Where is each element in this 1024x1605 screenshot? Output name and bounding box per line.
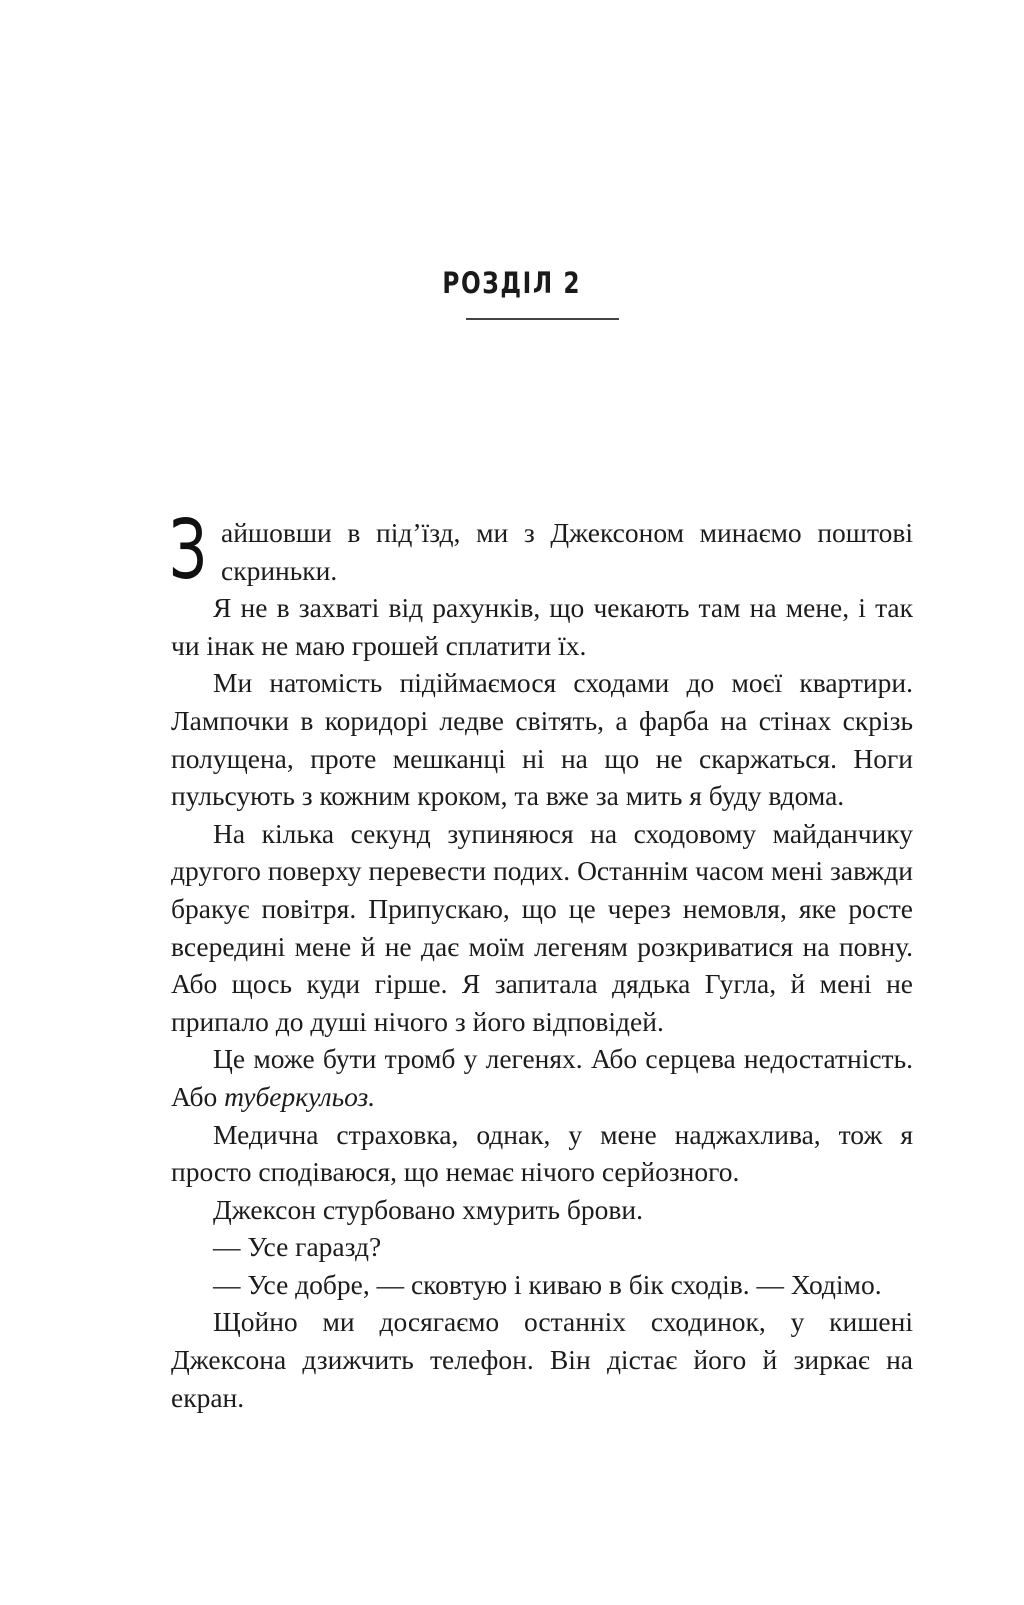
paragraph: Медична страховка, однак, у мене наджахлива, тож я просто сподіваюся, що немає нічого серйозного.	[171, 1118, 913, 1188]
paragraph-text: айшовши в під’їзд, ми з Джексоном минаємо поштові скриньки.	[221, 517, 913, 586]
paragraph	[171, 1040, 913, 1115]
paragraph: Щойно ми досягаємо останніх сходинок, у кишені Джексона дзижчить телефон. Він дістає його й зиркає на екран.	[171, 1306, 913, 1413]
chapter-title: РОЗДІЛ 2	[442, 266, 582, 300]
paragraph	[169, 503, 913, 598]
body-text	[169, 503, 913, 1416]
paragraph: Я не в захваті від рахунків, що чекають там на мене, і так чи інак не маю грошей сплатити їх.	[171, 592, 913, 661]
dialogue-line: — Усе гаразд?	[213, 1231, 382, 1263]
italic-word: туберкульоз.	[224, 1080, 376, 1112]
paragraph: Ми натомість підіймаємося сходами до моєї квартири. Лампочки в коридорі ледве світять, а фарба на стінах скрізь полущена, проте мешканці ні на що не скаржаться. Ноги пульсують з кожним кроком, та вже за мить я буду вдома.	[171, 667, 913, 812]
paragraph: На кілька секунд зупиняюся на сходовому майданчику другого поверху перевести подих. Останнім часом мені завжди бракує повітря. Припускаю, що це через немовля, яке росте всередині мене й не дає моїм легеням розкриватися на повну. Або щось куди гірше. Я запитала дядька Гугла, й мені не припало до душі нічого з його відповідей.	[171, 817, 913, 1037]
chapter-title-underline	[466, 318, 619, 320]
chapter-heading	[0, 266, 1024, 300]
paragraph: Джексон стурбовано хмурить брови.	[213, 1193, 643, 1225]
drop-cap: З	[169, 503, 207, 598]
dialogue-line: — Усе добре, — сковтую і киваю в бік сходів. — Ходімо.	[213, 1268, 882, 1300]
paragraph-text: Це може бути тромб у легенях. Або серцева недостатність. Або	[171, 1043, 913, 1112]
